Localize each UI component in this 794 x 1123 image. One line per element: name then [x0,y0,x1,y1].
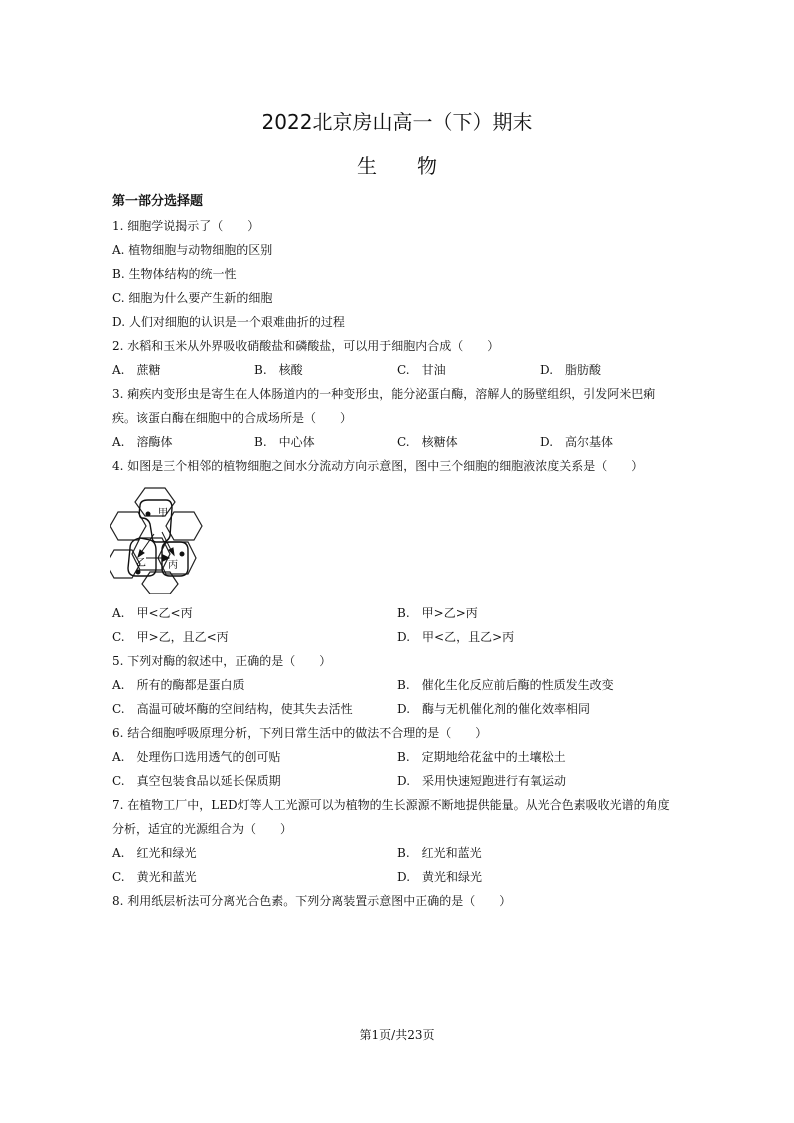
q6-option-b: B. 定期地给花盆中的土壤松土 [397,750,566,764]
q4-option-a: A. 甲<乙<丙 [112,606,193,620]
q1-option-a: A. 植物细胞与动物细胞的区别 [112,243,273,257]
q7-option-b: B. 红光和蓝光 [397,846,482,860]
label-bing: 丙 [168,560,178,571]
q3-option-c: C. 核糖体 [397,435,458,449]
q8-stem: 8. 利用纸层析法可分离光合色素。下列分离装置示意图中正确的是（ ） [112,894,512,908]
page-footer: 第1页/共23页 [359,1028,435,1042]
q7-stem-line1: 7. 在植物工厂中，LED灯等人工光源可以为植物的生长源源不断地提供能量。从光合色素吸收光谱的角度 [112,798,670,812]
q2-option-b: B. 核酸 [254,363,303,377]
q6-option-d: D. 采用快速短跑进行有氧运动 [397,774,567,788]
q2-stem: 2. 水稻和玉米从外界吸收硝酸盐和磷酸盐，可以用于细胞内合成（ ） [112,339,500,353]
q5-option-c: C. 高温可破坏酶的空间结构，使其失去活性 [112,702,353,716]
cell-jia-outline [139,500,172,542]
label-jia: 甲 [158,508,168,519]
q6-stem: 6. 结合细胞呼吸原理分析，下列日常生活中的做法不合理的是（ ） [112,726,488,740]
q7-option-a: A. 红光和绿光 [112,846,197,860]
q3-stem-line2: 疾。该蛋白酶在细胞中的合成场所是（ ） [112,411,353,425]
q4-option-d: D. 甲<乙，且乙>丙 [397,630,515,644]
q1-option-b: B. 生物体结构的统一性 [112,267,237,281]
q6-option-a: A. 处理伤口选用透气的创可贴 [112,750,281,764]
nucleus-yi [136,570,141,575]
page-title: 2022北京房山高一（下）期末 [261,110,533,134]
q7-option-c: C. 黄光和蓝光 [112,870,197,884]
q5-stem: 5. 下列对酶的叙述中，正确的是（ ） [112,654,332,668]
q1-option-d: D. 人们对细胞的认识是一个艰难曲折的过程 [112,315,345,329]
q7-option-d: D. 黄光和绿光 [397,870,483,884]
q1-option-c: C. 细胞为什么要产生新的细胞 [112,291,273,305]
q5-option-d: D. 酶与无机催化剂的催化效率相同 [397,702,591,716]
q4-option-b: B. 甲>乙>丙 [397,606,478,620]
q2-option-d: D. 脂肪酸 [540,363,602,377]
q3-option-d: D. 高尔基体 [540,435,614,449]
q7-stem-line2: 分析，适宜的光源组合为（ ） [112,822,293,836]
q2-option-c: C. 甘油 [397,363,446,377]
q3-option-a: A. 溶酶体 [112,435,173,449]
q4-stem: 4. 如图是三个相邻的植物细胞之间水分流动方向示意图，图中三个细胞的细胞液浓度关系是（ ） [112,459,644,473]
q3-stem-line1: 3. 痢疾内变形虫是寄生在人体肠道内的一种变形虫，能分泌蛋白酶，溶解人的肠壁组织，引发阿米巴痢 [112,387,656,401]
plant-cell-diagram [110,484,210,594]
q5-option-a: A. 所有的酶都是蛋白质 [112,678,245,692]
section-heading: 第一部分选择题 [112,194,204,209]
q5-option-b: B. 催化生化反应前后酶的性质发生改变 [397,678,614,692]
q2-option-a: A. 蔗糖 [112,363,161,377]
q6-option-c: C. 真空包装食品以延长保质期 [112,774,281,788]
nucleus-bing [180,552,185,557]
subject-title: 生 物 [357,154,437,178]
nucleus-jia [146,512,151,517]
label-yi: 乙 [136,558,146,569]
q1-stem: 1. 细胞学说揭示了（ ） [112,219,260,233]
q4-option-c: C. 甲>乙，且乙<丙 [112,630,229,644]
q3-option-b: B. 中心体 [254,435,315,449]
cell-walls [110,488,202,594]
